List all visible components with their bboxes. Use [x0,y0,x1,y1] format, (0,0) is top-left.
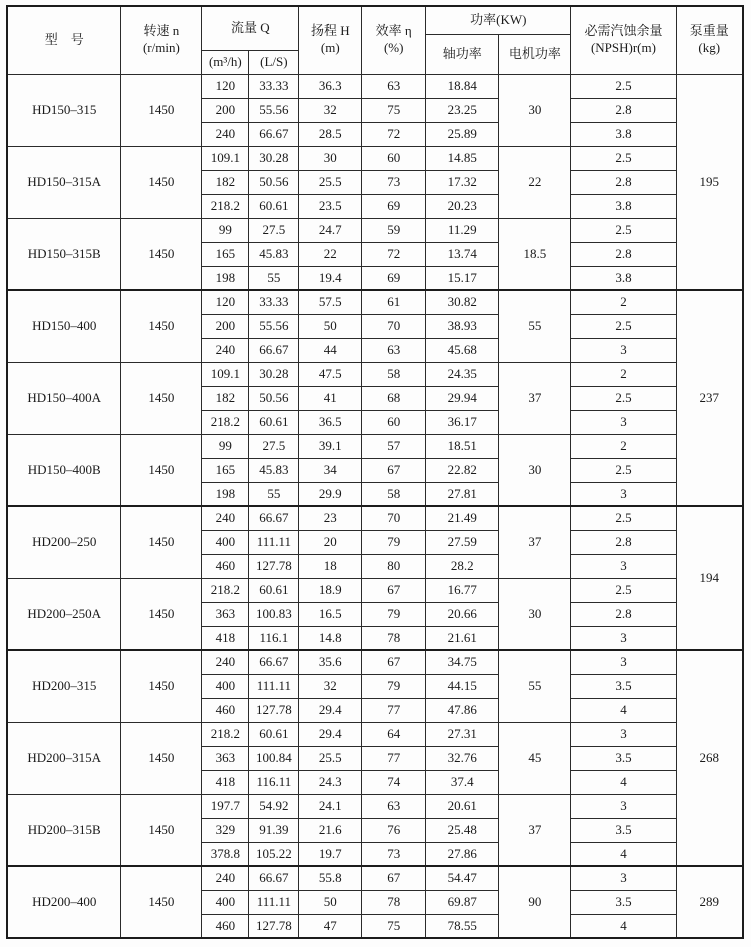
model-cell: HD150–315B [7,218,121,290]
head-cell: 36.5 [299,410,362,434]
head-cell: 24.7 [299,218,362,242]
table-row [7,434,743,458]
flow-m3h-cell: 460 [202,914,249,938]
flow-m3h-cell: 109.1 [202,362,249,386]
head-cell: 35.6 [299,650,362,674]
shaft-power-cell: 27.31 [426,722,499,746]
flow-ls-cell: 45.83 [249,242,299,266]
flow-m3h-cell: 197.7 [202,794,249,818]
head-cell: 32 [299,98,362,122]
efficiency-cell: 63 [362,338,426,362]
efficiency-cell: 79 [362,530,426,554]
head-cell: 18.9 [299,578,362,602]
flow-ls-cell: 127.78 [249,914,299,938]
efficiency-cell: 58 [362,362,426,386]
head-cell: 57.5 [299,290,362,314]
head-cell: 18 [299,554,362,578]
flow-m3h-cell: 165 [202,458,249,482]
npsh-cell: 4 [571,698,676,722]
flow-ls-cell: 66.67 [249,338,299,362]
speed-cell: 1450 [121,506,202,578]
flow-ls-cell: 27.5 [249,434,299,458]
head-cell: 44 [299,338,362,362]
efficiency-cell: 77 [362,746,426,770]
flow-m3h-cell: 400 [202,890,249,914]
speed-cell: 1450 [121,722,202,794]
efficiency-cell: 63 [362,794,426,818]
shaft-power-cell: 18.51 [426,434,499,458]
flow-ls-cell: 55 [249,482,299,506]
efficiency-cell: 73 [362,170,426,194]
shaft-power-cell: 23.25 [426,98,499,122]
efficiency-cell: 75 [362,914,426,938]
npsh-cell: 4 [571,914,676,938]
efficiency-header-line1: 效率 η [375,23,412,39]
npsh-cell: 2 [571,434,676,458]
flow-ls-cell: 100.84 [249,746,299,770]
pump-spec-table [6,5,744,939]
npsh-cell: 3.5 [571,818,676,842]
efficiency-cell: 76 [362,818,426,842]
npsh-cell: 2.5 [571,146,676,170]
efficiency-cell: 73 [362,842,426,866]
head-cell: 28.5 [299,122,362,146]
npsh-cell: 3.5 [571,890,676,914]
npsh-cell: 3.8 [571,266,676,290]
flow-m3h-cell: 218.2 [202,410,249,434]
flow-m3h-cell: 240 [202,506,249,530]
npsh-cell: 2.5 [571,578,676,602]
flow-ls-cell: 55 [249,266,299,290]
speed-cell: 1450 [121,650,202,722]
motor-power-cell: 30 [499,578,571,650]
flow-ls-cell: 66.67 [249,866,299,890]
npsh-cell: 3 [571,554,676,578]
motor-power-cell: 55 [499,290,571,362]
flow-m3h-cell: 240 [202,866,249,890]
model-cell: HD200–315B [7,794,121,866]
efficiency-cell: 70 [362,314,426,338]
speed-cell: 1450 [121,146,202,218]
table-row [7,362,743,386]
head-cell: 29.9 [299,482,362,506]
flow-ls-cell: 54.92 [249,794,299,818]
shaft-power-cell: 27.86 [426,842,499,866]
shaft-power-cell: 21.61 [426,626,499,650]
col-header-motor-power: 电机功率 [499,34,571,74]
efficiency-cell: 69 [362,194,426,218]
head-header-line2: (m) [320,40,340,56]
shaft-power-cell: 20.61 [426,794,499,818]
flow-m3h-cell: 218.2 [202,194,249,218]
flow-ls-cell: 116.11 [249,770,299,794]
head-cell: 16.5 [299,602,362,626]
efficiency-cell: 67 [362,458,426,482]
npsh-cell: 2 [571,362,676,386]
shaft-power-cell: 29.94 [426,386,499,410]
col-header-npsh [571,6,676,74]
efficiency-cell: 80 [362,554,426,578]
efficiency-cell: 59 [362,218,426,242]
shaft-power-cell: 27.81 [426,482,499,506]
model-cell: HD200–400 [7,866,121,938]
head-cell: 30 [299,146,362,170]
model-cell: HD200–250A [7,578,121,650]
npsh-cell: 3 [571,482,676,506]
npsh-cell: 3 [571,650,676,674]
npsh-cell: 2.5 [571,74,676,98]
head-cell: 24.3 [299,770,362,794]
col-header-shaft-power: 轴功率 [426,34,499,74]
head-cell: 39.1 [299,434,362,458]
motor-power-cell: 30 [499,74,571,146]
head-cell: 47.5 [299,362,362,386]
efficiency-cell: 79 [362,602,426,626]
shaft-power-cell: 16.77 [426,578,499,602]
shaft-power-cell: 20.66 [426,602,499,626]
flow-ls-cell: 127.78 [249,554,299,578]
table-row [7,722,743,746]
head-cell: 55.8 [299,866,362,890]
npsh-cell: 3.8 [571,194,676,218]
efficiency-cell: 57 [362,434,426,458]
table-row [7,506,743,530]
flow-ls-cell: 33.33 [249,74,299,98]
speed-cell: 1450 [121,866,202,938]
table-row [7,218,743,242]
flow-m3h-cell: 218.2 [202,722,249,746]
speed-cell: 1450 [121,218,202,290]
flow-m3h-cell: 418 [202,770,249,794]
flow-ls-cell: 66.67 [249,122,299,146]
head-cell: 47 [299,914,362,938]
npsh-cell: 3.8 [571,122,676,146]
npsh-cell: 3 [571,338,676,362]
table-row [7,146,743,170]
flow-m3h-cell: 418 [202,626,249,650]
col-header-efficiency [362,6,426,74]
npsh-cell: 2.5 [571,386,676,410]
speed-cell: 1450 [121,794,202,866]
head-cell: 20 [299,530,362,554]
motor-power-cell: 55 [499,650,571,722]
npsh-cell: 2.8 [571,530,676,554]
shaft-power-cell: 13.74 [426,242,499,266]
head-cell: 19.4 [299,266,362,290]
efficiency-cell: 58 [362,482,426,506]
flow-ls-cell: 111.11 [249,674,299,698]
flow-ls-cell: 60.61 [249,578,299,602]
npsh-cell: 2.8 [571,98,676,122]
flow-ls-cell: 50.56 [249,386,299,410]
weight-cell: 237 [676,290,743,506]
speed-header-line2: (r/min) [142,40,180,56]
npsh-cell: 2.5 [571,458,676,482]
table-row [7,650,743,674]
shaft-power-cell: 27.59 [426,530,499,554]
col-header-flow-ls: (L/S) [249,50,299,74]
col-header-flow: 流量 Q [202,6,299,50]
flow-m3h-cell: 363 [202,746,249,770]
npsh-cell: 3 [571,866,676,890]
head-cell: 32 [299,674,362,698]
speed-cell: 1450 [121,434,202,506]
speed-cell: 1450 [121,578,202,650]
efficiency-cell: 64 [362,722,426,746]
flow-m3h-cell: 460 [202,698,249,722]
flow-m3h-cell: 400 [202,674,249,698]
flow-ls-cell: 127.78 [249,698,299,722]
shaft-power-cell: 20.23 [426,194,499,218]
npsh-cell: 2.5 [571,506,676,530]
head-cell: 19.7 [299,842,362,866]
head-cell: 50 [299,890,362,914]
shaft-power-cell: 47.86 [426,698,499,722]
npsh-cell: 3 [571,410,676,434]
model-cell: HD200–315A [7,722,121,794]
col-header-power: 功率(KW) [426,6,571,34]
efficiency-cell: 67 [362,866,426,890]
model-cell: HD200–315 [7,650,121,722]
head-cell: 14.8 [299,626,362,650]
npsh-cell: 3 [571,626,676,650]
efficiency-cell: 78 [362,626,426,650]
npsh-cell: 4 [571,770,676,794]
head-cell: 22 [299,242,362,266]
motor-power-cell: 45 [499,722,571,794]
col-header-flow-m3h: (m³/h) [202,50,249,74]
shaft-power-cell: 30.82 [426,290,499,314]
efficiency-cell: 60 [362,410,426,434]
motor-power-cell: 37 [499,794,571,866]
head-cell: 24.1 [299,794,362,818]
efficiency-cell: 79 [362,674,426,698]
head-cell: 41 [299,386,362,410]
flow-ls-cell: 55.56 [249,314,299,338]
efficiency-cell: 77 [362,698,426,722]
efficiency-cell: 61 [362,290,426,314]
motor-power-cell: 37 [499,506,571,578]
table-row [7,74,743,98]
efficiency-cell: 70 [362,506,426,530]
npsh-cell: 3 [571,794,676,818]
shaft-power-cell: 54.47 [426,866,499,890]
speed-cell: 1450 [121,362,202,434]
npsh-header-line2: (NPSH)r(m) [590,40,656,56]
head-cell: 23 [299,506,362,530]
flow-ls-cell: 33.33 [249,290,299,314]
head-cell: 50 [299,314,362,338]
flow-m3h-cell: 165 [202,242,249,266]
shaft-power-cell: 15.17 [426,266,499,290]
flow-m3h-cell: 182 [202,170,249,194]
flow-ls-cell: 60.61 [249,410,299,434]
table-row [7,794,743,818]
flow-ls-cell: 30.28 [249,146,299,170]
motor-power-cell: 30 [499,434,571,506]
shaft-power-cell: 32.76 [426,746,499,770]
flow-ls-cell: 100.83 [249,602,299,626]
shaft-power-cell: 34.75 [426,650,499,674]
flow-ls-cell: 111.11 [249,530,299,554]
motor-power-cell: 18.5 [499,218,571,290]
shaft-power-cell: 28.2 [426,554,499,578]
flow-m3h-cell: 120 [202,290,249,314]
npsh-cell: 3.5 [571,746,676,770]
flow-ls-cell: 60.61 [249,194,299,218]
shaft-power-cell: 44.15 [426,674,499,698]
efficiency-cell: 72 [362,242,426,266]
head-cell: 23.5 [299,194,362,218]
motor-power-cell: 37 [499,362,571,434]
efficiency-cell: 69 [362,266,426,290]
head-cell: 25.5 [299,746,362,770]
flow-m3h-cell: 240 [202,650,249,674]
shaft-power-cell: 78.55 [426,914,499,938]
flow-ls-cell: 66.67 [249,650,299,674]
col-header-head [299,6,362,74]
shaft-power-cell: 14.85 [426,146,499,170]
flow-m3h-cell: 198 [202,266,249,290]
flow-ls-cell: 45.83 [249,458,299,482]
flow-m3h-cell: 200 [202,314,249,338]
npsh-cell: 2.8 [571,242,676,266]
motor-power-cell: 90 [499,866,571,938]
model-cell: HD150–400B [7,434,121,506]
npsh-cell: 4 [571,842,676,866]
flow-m3h-cell: 400 [202,530,249,554]
weight-header-line1: 泵重量 [689,23,729,39]
flow-m3h-cell: 198 [202,482,249,506]
weight-cell: 194 [676,506,743,650]
table-row [7,578,743,602]
flow-m3h-cell: 460 [202,554,249,578]
weight-cell: 289 [676,866,743,938]
flow-ls-cell: 111.11 [249,890,299,914]
flow-m3h-cell: 99 [202,434,249,458]
model-cell: HD150–315A [7,146,121,218]
npsh-cell: 2.8 [571,602,676,626]
head-cell: 36.3 [299,74,362,98]
efficiency-cell: 63 [362,74,426,98]
flow-m3h-cell: 363 [202,602,249,626]
shaft-power-cell: 69.87 [426,890,499,914]
model-cell: HD150–315 [7,74,121,146]
flow-m3h-cell: 109.1 [202,146,249,170]
flow-ls-cell: 66.67 [249,506,299,530]
flow-ls-cell: 60.61 [249,722,299,746]
head-cell: 34 [299,458,362,482]
shaft-power-cell: 25.89 [426,122,499,146]
shaft-power-cell: 36.17 [426,410,499,434]
head-cell: 29.4 [299,698,362,722]
flow-m3h-cell: 240 [202,338,249,362]
efficiency-cell: 67 [362,578,426,602]
col-header-weight [676,6,743,74]
motor-power-cell: 22 [499,146,571,218]
flow-ls-cell: 50.56 [249,170,299,194]
flow-ls-cell: 30.28 [249,362,299,386]
model-cell: HD200–250 [7,506,121,578]
speed-header-line1: 转速 n [143,23,180,39]
efficiency-header-line2: (%) [383,40,404,56]
table-header [7,6,743,74]
flow-m3h-cell: 378.8 [202,842,249,866]
col-header-model: 型 号 [7,6,121,74]
shaft-power-cell: 25.48 [426,818,499,842]
npsh-cell: 3 [571,722,676,746]
weight-header-line2: (kg) [698,40,721,56]
weight-cell: 195 [676,74,743,290]
table-row [7,290,743,314]
table-body [7,74,743,938]
speed-cell: 1450 [121,290,202,362]
shaft-power-cell: 24.35 [426,362,499,386]
shaft-power-cell: 17.32 [426,170,499,194]
weight-cell: 268 [676,650,743,866]
speed-cell: 1450 [121,74,202,146]
shaft-power-cell: 37.4 [426,770,499,794]
flow-m3h-cell: 218.2 [202,578,249,602]
flow-m3h-cell: 200 [202,98,249,122]
head-cell: 29.4 [299,722,362,746]
shaft-power-cell: 45.68 [426,338,499,362]
col-header-speed [121,6,202,74]
npsh-cell: 2.5 [571,314,676,338]
shaft-power-cell: 22.82 [426,458,499,482]
efficiency-cell: 72 [362,122,426,146]
efficiency-cell: 75 [362,98,426,122]
efficiency-cell: 68 [362,386,426,410]
flow-ls-cell: 116.1 [249,626,299,650]
head-cell: 25.5 [299,170,362,194]
npsh-cell: 3.5 [571,674,676,698]
efficiency-cell: 78 [362,890,426,914]
flow-m3h-cell: 240 [202,122,249,146]
model-cell: HD150–400 [7,290,121,362]
npsh-cell: 2.5 [571,218,676,242]
flow-ls-cell: 27.5 [249,218,299,242]
flow-m3h-cell: 99 [202,218,249,242]
table-row [7,866,743,890]
efficiency-cell: 67 [362,650,426,674]
flow-ls-cell: 105.22 [249,842,299,866]
flow-m3h-cell: 329 [202,818,249,842]
efficiency-cell: 60 [362,146,426,170]
flow-ls-cell: 91.39 [249,818,299,842]
shaft-power-cell: 11.29 [426,218,499,242]
shaft-power-cell: 38.93 [426,314,499,338]
npsh-cell: 2 [571,290,676,314]
shaft-power-cell: 18.84 [426,74,499,98]
model-cell: HD150–400A [7,362,121,434]
head-cell: 21.6 [299,818,362,842]
efficiency-cell: 74 [362,770,426,794]
shaft-power-cell: 21.49 [426,506,499,530]
head-header-line1: 扬程 H [310,23,350,39]
flow-m3h-cell: 182 [202,386,249,410]
npsh-header-line1: 必需汽蚀余量 [584,23,663,39]
flow-m3h-cell: 120 [202,74,249,98]
npsh-cell: 2.8 [571,170,676,194]
flow-ls-cell: 55.56 [249,98,299,122]
